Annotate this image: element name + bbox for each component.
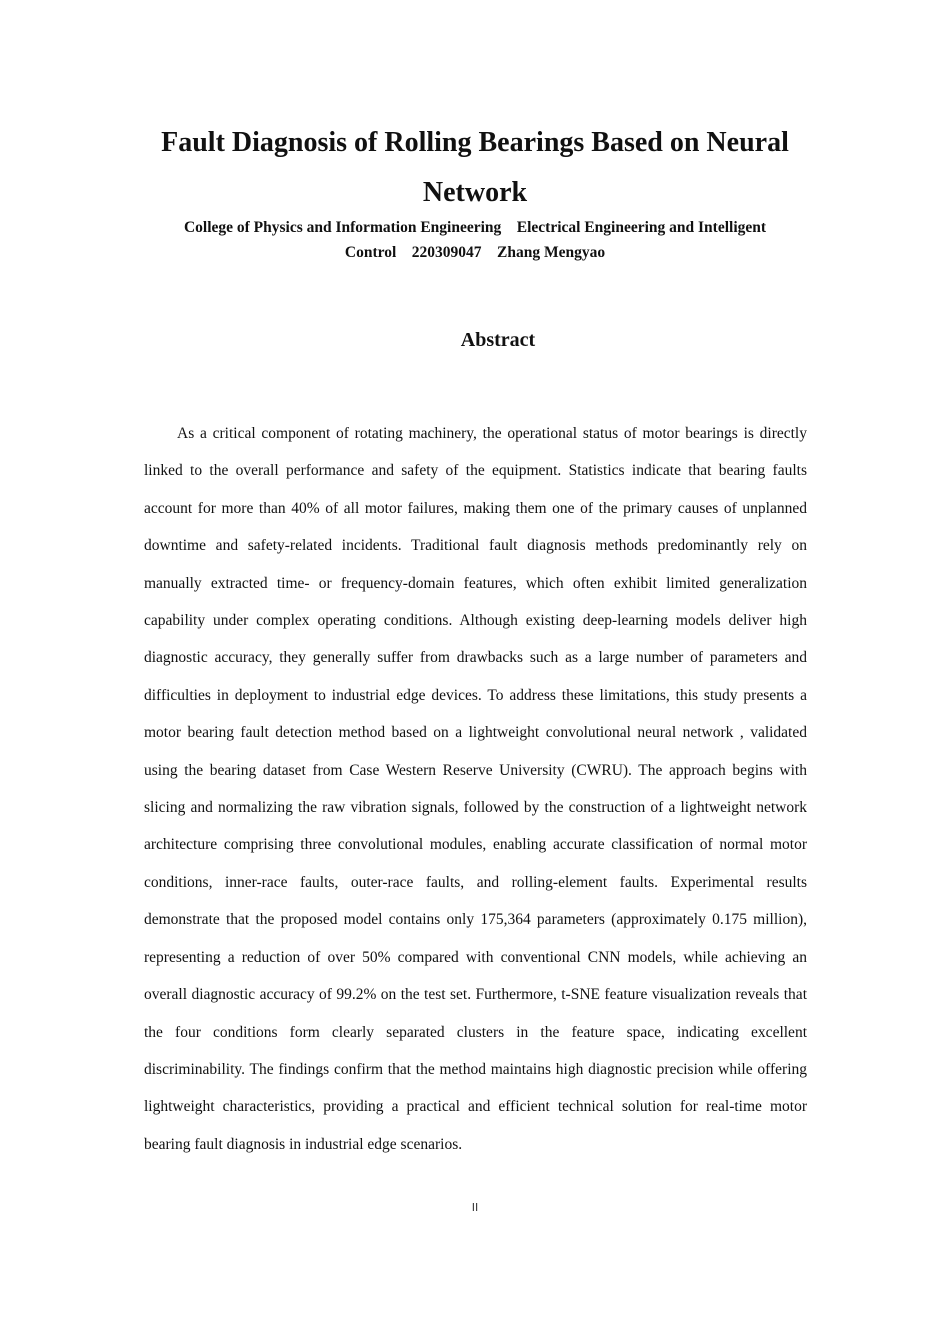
affiliation-line-1: College of Physics and Information Engineering Electrical Engineering and Intelligent <box>183 219 767 236</box>
page-number: II <box>471 1201 479 1214</box>
abstract-text: As a critical component of rotating machinery, the operational status of motor bearings is directly linked to the overall performance and safety of the equipment. Statistics indicate that bearing faults account for more than 40% of all motor failures, making them one of the primary causes of unplanned downtime and safety-related incidents. Traditional fault diagnosis methods predominantly rely on manually extracted time- or frequency-domain features, which often exhibit limited generalization capability under complex operating conditions. Although existing deep-learning models deliver high diagnostic accuracy, they generally suffer from drawbacks such as a large number of parameters and difficulties in deployment to industrial edge devices. To address these limitations, this study presents a motor bearing fault detection method based on a lightweight convolutional neural network , validated using the bearing dataset from Case Western Reserve University (CWRU). The approach begins with slicing and normalizing the raw vibration signals, followed by the construction of a lightweight network architecture comprising three convolutional modules, enabling accurate classification of normal motor conditions, inner-race faults, outer-race faults, and rolling-element faults. Experimental results demonstrate that the proposed model contains only 175,364 parameters (approximately 0.175 million), representing a reduction of over 50% compared with conventional CNN models, while achieving an overall diagnostic accuracy of 99.2% on the test set. Furthermore, t-SNE feature visualization reveals that the four conditions form clearly separated clusters in the feature space, indicating excellent discriminability. The findings confirm that the method maintains high diagnostic precision while offering lightweight characteristics, providing a practical and efficient technical solution for real-time motor bearing fault diagnosis in industrial edge scenarios. <box>144 425 807 1153</box>
affiliation-line-2: Control 220309047 Zhang Mengyao <box>344 244 606 261</box>
abstract-heading: Abstract <box>460 329 536 351</box>
paper-title: Fault Diagnosis of Rolling Bearings Based on Neural Network <box>161 127 789 208</box>
author-affiliation <box>130 215 820 265</box>
